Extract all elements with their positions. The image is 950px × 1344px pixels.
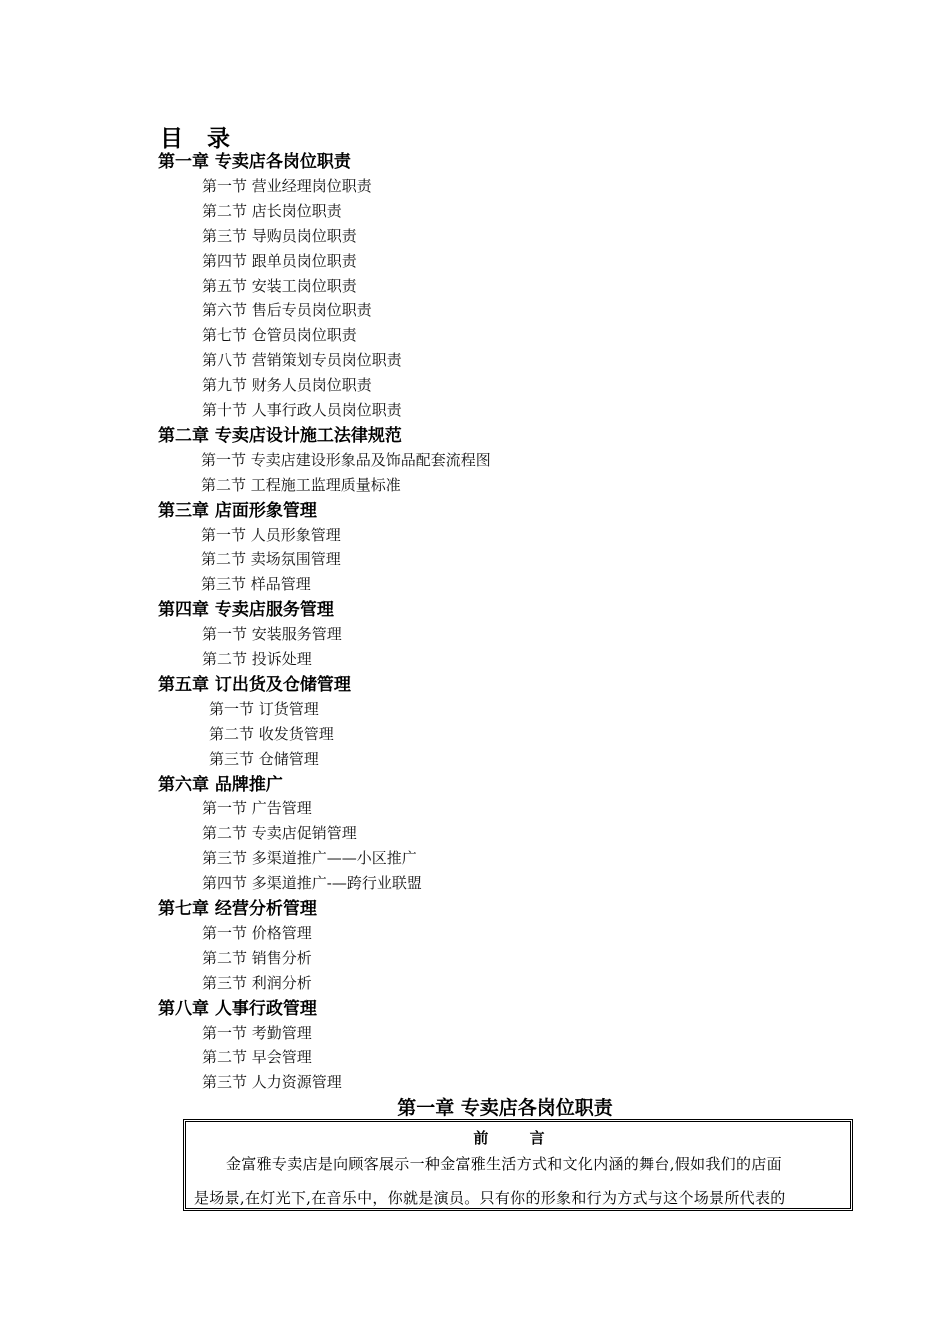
toc-section: 第二节 店长岗位职责 <box>202 201 342 220</box>
preface-box <box>183 1119 853 1211</box>
toc-chapter: 第八章 人事行政管理 <box>158 998 317 1019</box>
toc-section: 第六节 售后专员岗位职责 <box>202 301 372 320</box>
toc-section: 第二节 早会管理 <box>202 1048 312 1067</box>
toc-section: 第七节 仓管员岗位职责 <box>202 326 357 345</box>
toc-section: 第三节 人力资源管理 <box>202 1073 342 1092</box>
toc-section: 第二节 专卖店促销管理 <box>202 824 357 843</box>
toc-section: 第二节 销售分析 <box>202 948 312 967</box>
toc-section: 第二节 投诉处理 <box>202 650 312 668</box>
toc-title: 目 录 <box>160 126 239 152</box>
toc-section: 第二节 卖场氛围管理 <box>201 550 341 569</box>
toc-section: 第十节 人事行政人员岗位职责 <box>202 401 402 419</box>
toc-chapter: 第二章 专卖店设计施工法律规范 <box>158 425 402 446</box>
toc-section: 第四节 多渠道推广-—跨行业联盟 <box>202 874 422 893</box>
toc-section: 第三节 样品管理 <box>201 575 311 594</box>
toc-chapter: 第五章 订出货及仓储管理 <box>158 674 351 695</box>
toc-section: 第二节 工程施工监理质量标准 <box>201 475 401 494</box>
toc-section: 第一节 价格管理 <box>202 923 312 942</box>
toc-section: 第一节 专卖店建设形象品及饰品配套流程图 <box>201 450 491 469</box>
toc-section: 第一节 安装服务管理 <box>202 625 342 644</box>
toc-chapter: 第四章 专卖店服务管理 <box>158 600 334 621</box>
toc-section: 第一节 广告管理 <box>202 799 312 818</box>
toc-section: 第四节 跟单员岗位职责 <box>202 251 357 270</box>
toc-section: 第一节 订货管理 <box>209 699 319 718</box>
toc-section: 第三节 导购员岗位职责 <box>202 226 357 245</box>
toc-section: 第一节 考勤管理 <box>202 1023 312 1042</box>
preface-title: 前 言 <box>473 1129 563 1147</box>
toc-section: 第三节 多渠道推广——小区推广 <box>202 849 417 868</box>
toc-section: 第五节 安装工岗位职责 <box>202 276 357 295</box>
toc-section: 第二节 收发货管理 <box>209 724 334 743</box>
chapter-heading: 第一章 专卖店各岗位职责 <box>397 1097 613 1119</box>
toc-section: 第三节 仓储管理 <box>209 749 319 768</box>
preface-line-2: 是场景,在灯光下,在音乐中，你就是演员。只有你的形象和行为方式与这个场景所代表的 <box>194 1189 786 1207</box>
toc-chapter: 第一章 专卖店各岗位职责 <box>158 152 351 172</box>
toc-section: 第一节 营业经理岗位职责 <box>202 176 372 195</box>
toc-chapter: 第三章 店面形象管理 <box>158 500 317 521</box>
toc-section: 第九节 财务人员岗位职责 <box>202 376 372 395</box>
preface-line-1: 金富雅专卖店是向顾客展示一种金富雅生活方式和文化内涵的舞台,假如我们的店面 <box>226 1155 782 1173</box>
toc-section: 第一节 人员形象管理 <box>201 525 341 544</box>
toc-chapter: 第七章 经营分析管理 <box>158 899 317 919</box>
toc-section: 第三节 利润分析 <box>202 973 312 992</box>
toc-chapter: 第六章 品牌推广 <box>158 774 283 795</box>
toc-section: 第八节 营销策划专员岗位职责 <box>202 351 402 370</box>
